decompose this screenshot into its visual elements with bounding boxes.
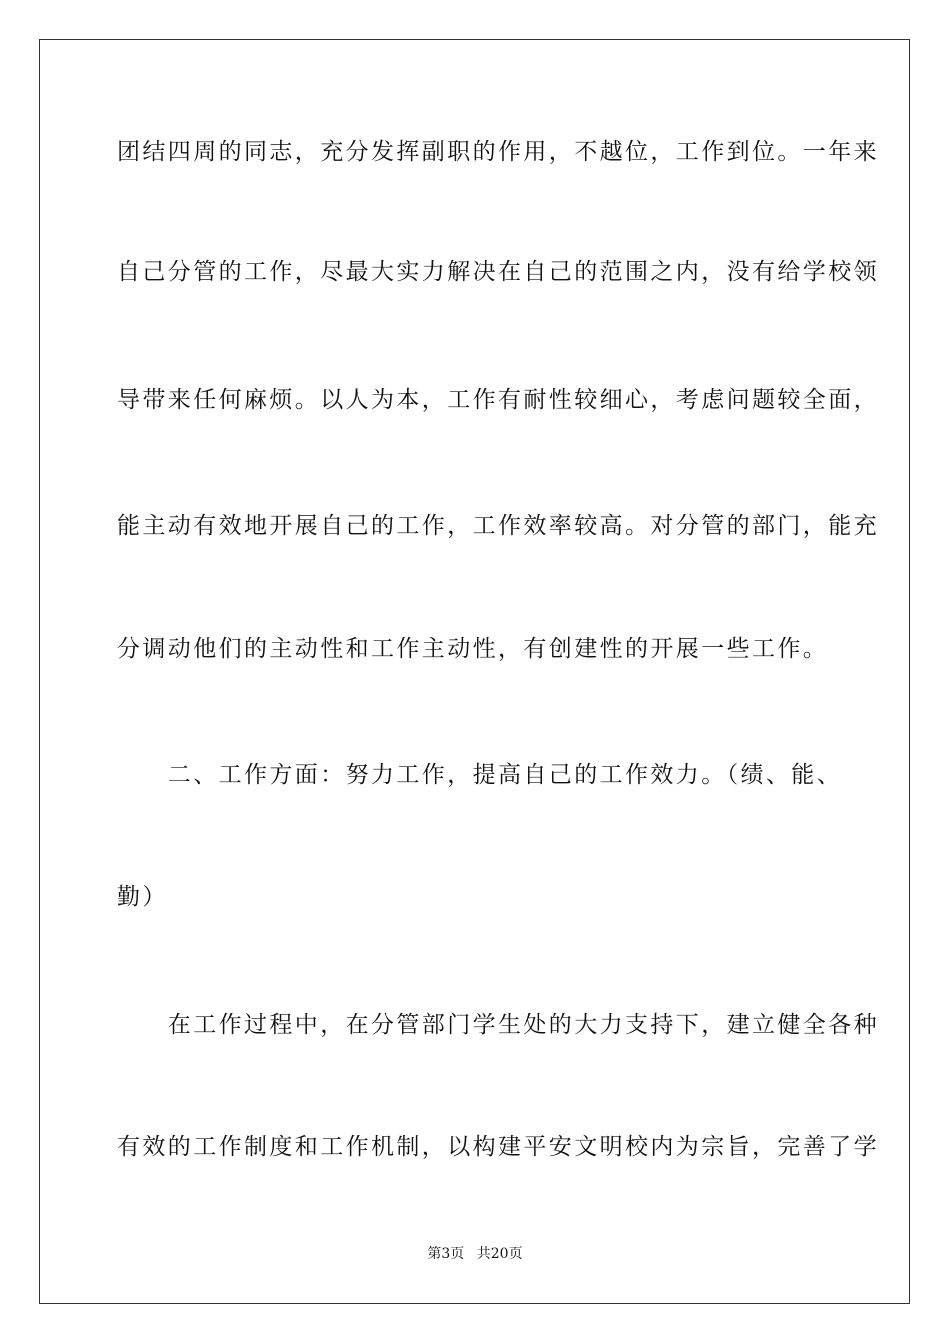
text-line: 导带来任何麻烦。以人为本，工作有耐性较细心，考虑问题较全面，: [117, 387, 879, 413]
section-heading: 二、工作方面：努力工作，提高自己的工作效力。（绩、能、: [117, 762, 843, 788]
text-line: 能主动有效地开展自己的工作，工作效率较高。对分管的部门，能充: [117, 513, 879, 539]
text-line: 勤）: [117, 884, 168, 910]
text-line: 自己分管的工作，尽最大实力解决在自己的范围之内，没有给学校领: [117, 259, 879, 285]
page-frame: [39, 39, 910, 1304]
page-number: 第3页: [427, 1246, 465, 1262]
text-line: 分调动他们的主动性和工作主动性，有创建性的开展一些工作。: [117, 636, 829, 662]
text-line: 团结四周的同志，充分发挥副职的作用，不越位，工作到位。一年来: [117, 139, 879, 165]
page-total: 共20页: [476, 1246, 523, 1262]
text-line: 有效的工作制度和工作机制，以构建平安文明校内为宗旨，完善了学: [117, 1134, 879, 1160]
text-line: 在工作过程中，在分管部门学生处的大力支持下，建立健全各种: [117, 1012, 879, 1038]
page-footer: [0, 1244, 950, 1264]
